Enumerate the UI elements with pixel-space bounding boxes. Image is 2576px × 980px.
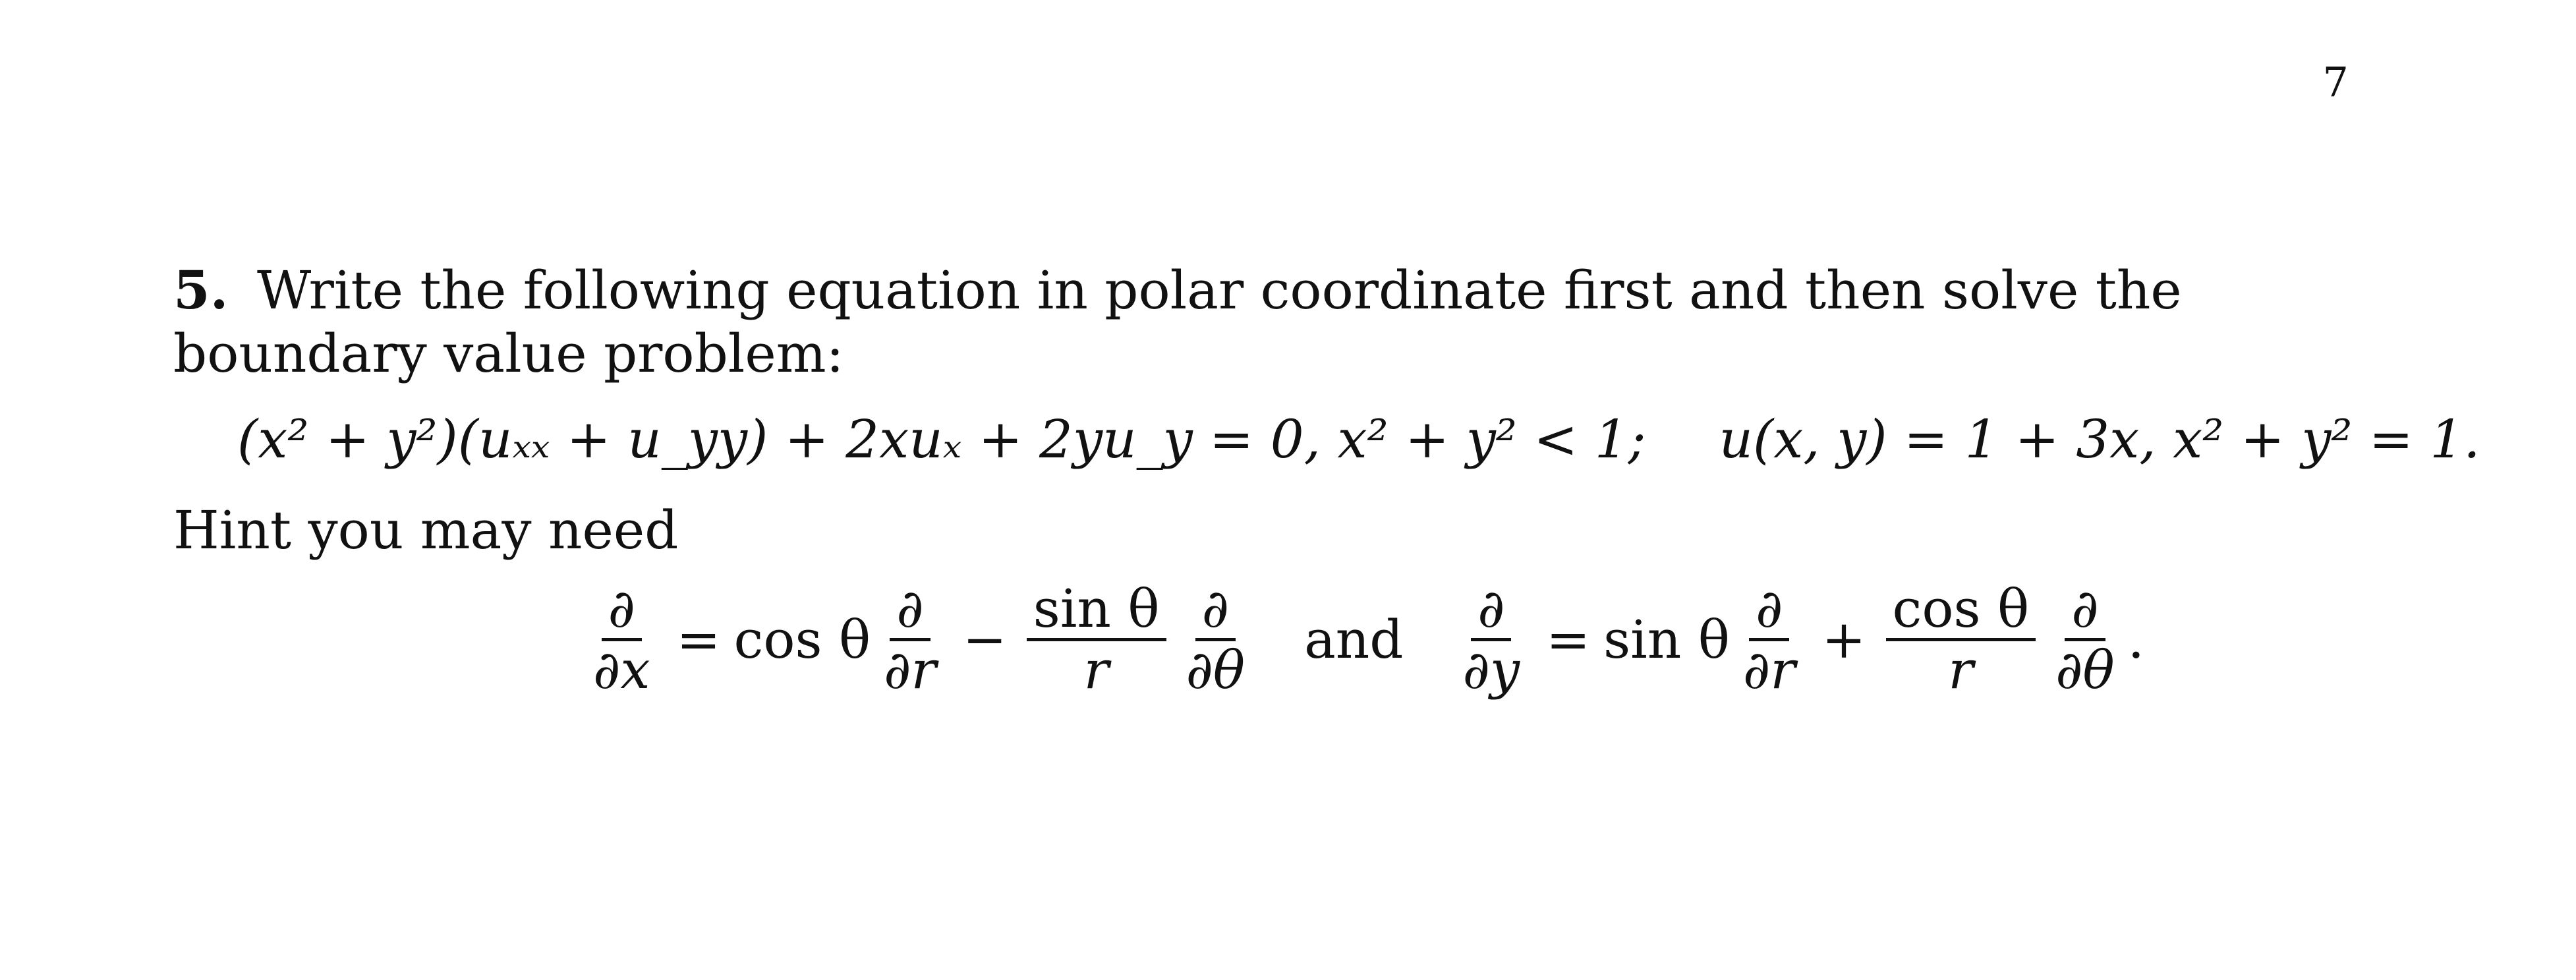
pde-equation xyxy=(237,409,2480,470)
d-dr-fraction: $\frac{\partial}{\partial r}$ xyxy=(884,578,936,701)
hint-label: Hint you may need xyxy=(173,500,679,561)
cos-over-r-fraction: $\frac{\text{cos θ}}{r}$ xyxy=(1886,580,2036,699)
d-dtheta-fraction: $\frac{\partial}{\partial\theta}$ xyxy=(1186,578,1245,701)
boundary-condition: u(x, y) = 1 + 3x, x² + y² = 1. xyxy=(1719,409,2480,470)
hint-formula xyxy=(580,580,2144,699)
and-word: and xyxy=(1304,609,1404,670)
d-dy-fraction: $\frac{\partial}{\partial y}$ xyxy=(1462,578,1520,701)
d-dtheta-fraction-2: $\frac{\partial}{\partial\theta}$ xyxy=(2055,578,2115,701)
pde-expression: (x² + y²)(uₓₓ + u_yy) + 2xuₓ + 2yu_y = 0, x² + y² < 1; xyxy=(237,409,1646,470)
page-number: 7 xyxy=(2322,58,2349,106)
period: . xyxy=(2127,609,2145,670)
d-dr-fraction-2: $\frac{\partial}{\partial r}$ xyxy=(1742,578,1796,701)
sin-theta: sin θ xyxy=(1603,609,1730,670)
equals-sign-2: = xyxy=(1546,609,1591,670)
sin-over-r-fraction: $\frac{\text{sin θ}}{r}$ xyxy=(1027,580,1166,699)
problem-number: 5. xyxy=(173,259,229,321)
d-dx-fraction: $\frac{\partial}{\partial x}$ xyxy=(593,578,650,701)
plus-sign: + xyxy=(1821,609,1866,670)
cos-theta: cos θ xyxy=(733,609,871,670)
equals-sign: = xyxy=(676,609,721,670)
problem-text: Write the following equation in polar coordinate first and then solve the boundary value problem: xyxy=(173,260,2182,384)
problem-statement xyxy=(173,258,2355,386)
minus-sign: − xyxy=(962,609,1007,670)
